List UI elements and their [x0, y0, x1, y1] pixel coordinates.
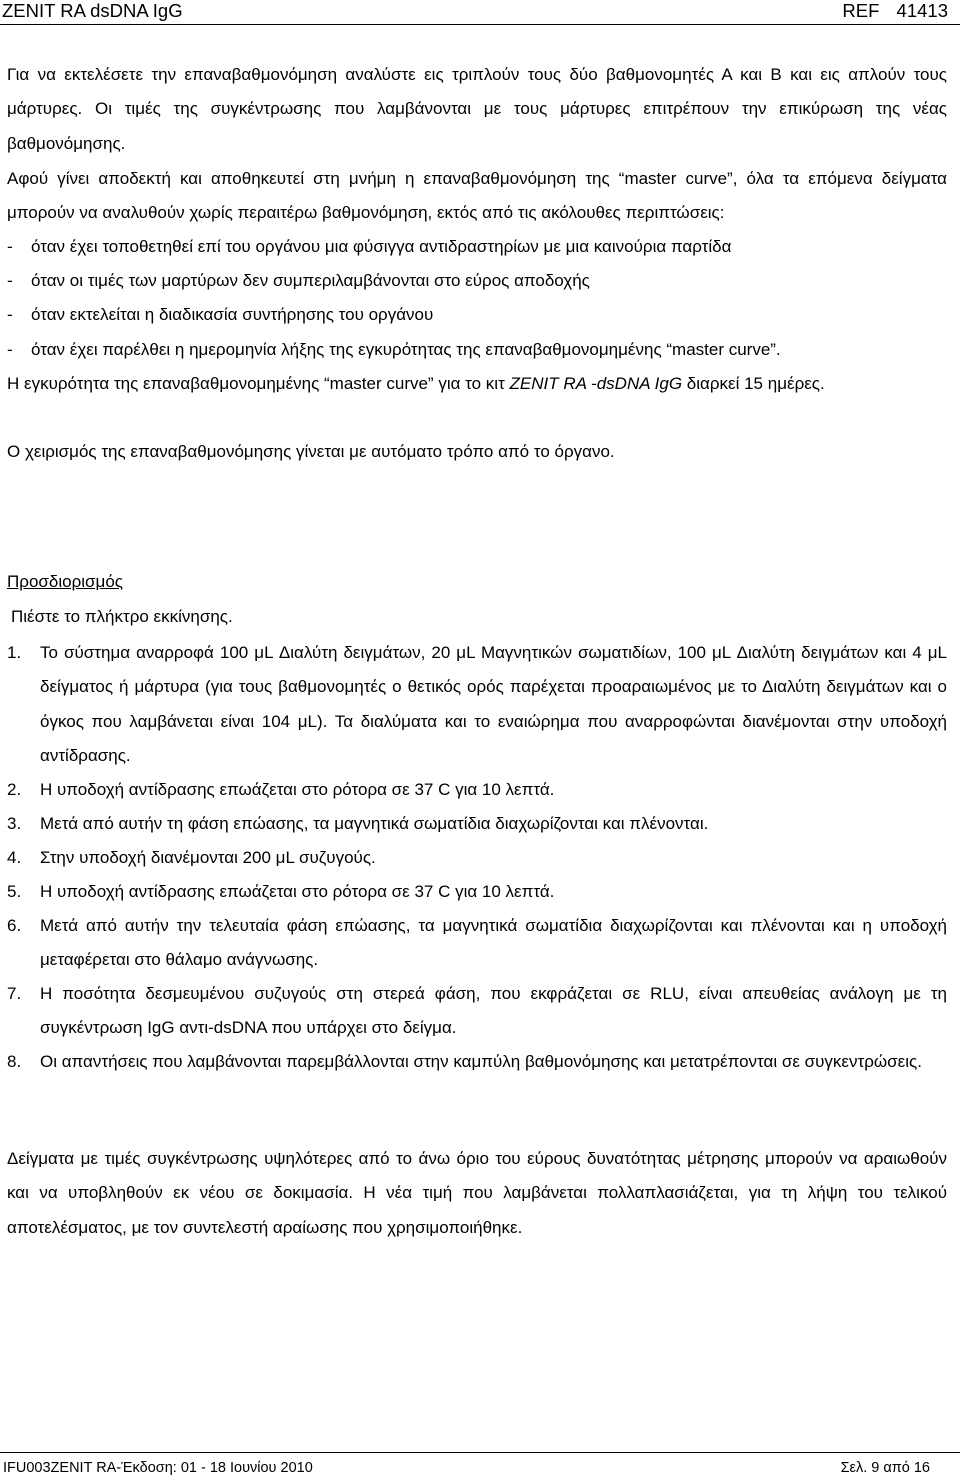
- automation-paragraph: Ο χειρισμός της επαναβαθμονόμησης γίνεται με αυτόματο τρόπο από το όργανο.: [7, 442, 615, 461]
- intro-paragraph-recalibration: Για να εκτελέσετε την επαναβαθμονόμηση αναλύστε εις τριπλούν τους δύο βαθμονομητές Α και Β και εις απλούν τους μάρτυρες. Οι τιμές της συγκέντρωσης που λαμβάνονται με τους μάρτυρες επιτρέπουν την επικύρωση της νέας βαθμονόμησης.: [7, 65, 947, 153]
- list-item: - όταν εκτελείται η διαδικασία συντήρησης του οργάνου: [7, 305, 434, 324]
- page-footer: [0, 1452, 960, 1479]
- procedure-step: [7, 1045, 947, 1079]
- step-number: 2.: [7, 780, 22, 799]
- product-name: ZENIT RA dsDNA IgG: [2, 0, 183, 21]
- procedure-step: [7, 977, 947, 1046]
- dilution-paragraph: Δείγματα με τιμές συγκέντρωσης υψηλότερες από το άνω όριο του εύρους δυνατότητας μέτρησης μπορούν να αραιωθούν και να υποβληθούν εκ νέου σε δοκιμασία. Η νέα τιμή που λαμβάνεται πολλαπλασιάζεται, για τη λήψη του τελικού αποτελέσματος, με τον συντελεστή αραίωσης που χρησιμοποιήθηκε.: [7, 1149, 947, 1237]
- list-item: - όταν οι τιμές των μαρτύρων δεν συμπεριλαμβάνονται στο εύρος αποδοχής: [7, 271, 590, 290]
- step-text: Μετά από αυτήν τη φάση επώασης, τα μαγνητικά σωματίδια διαχωρίζονται και πλένονται.: [40, 814, 709, 833]
- kit-name: ZENIT RA -dsDNA IgG: [509, 374, 683, 393]
- procedure-step: [7, 807, 947, 841]
- step-text: Η ποσότητα δεσμευμένου συζυγούς στη στερεά φάση, που εκφράζεται σε RLU, είναι απευθείας ανάλογη με τη συγκέντρωση IgG αντι-dsDNA που υπάρχει στο δείγμα.: [40, 984, 947, 1038]
- step-text: Μετά από αυτήν την τελευταία φάση επώασης, τα μαγνητικά σωματίδια διαχωρίζονται και πλένονται και η υποδοχή μεταφέρεται στο θάλαμο ανάγνωσης.: [40, 916, 947, 970]
- list-item: - όταν έχει παρέλθει η ημερομηνία λήξης της εγκυρότητας της επαναβαθμονομημένης “master curve”.: [7, 340, 781, 359]
- step-text: Οι απαντήσεις που λαμβάνονται παρεμβάλλονται στην καμπύλη βαθμονόμησης και μετατρέπονται σε συγκεντρώσεις.: [40, 1052, 922, 1071]
- reference-number: REF 41413: [842, 0, 948, 21]
- intro-paragraph-master-curve: Αφού γίνει αποδεκτή και αποθηκευτεί στη μνήμη η επαναβαθμονόμηση της “master curve”, όλα τα επόμενα δείγματα μπορούν να αναλυθούν χωρίς περαιτέρω βαθμονόμηση, εκτός από τις ακόλουθες περιπτώσεις:: [7, 169, 947, 223]
- validity-text: Η εγκυρότητα της επαναβαθμονομημένης “master curve” για το κιτ: [7, 374, 510, 393]
- page-number: Σελ. 9 από 16: [840, 1460, 930, 1476]
- list-item-text: όταν έχει τοποθετηθεί επί του οργάνου μια φύσιγγα αντιδραστηρίων με μια καινούρια παρτίδα: [31, 237, 732, 256]
- page-header: [0, 0, 960, 25]
- step-number: 8.: [7, 1052, 22, 1071]
- validity-paragraph: [7, 367, 947, 401]
- step-number: 1.: [7, 643, 22, 662]
- procedure-step: [7, 909, 947, 978]
- step-text: Η υποδοχή αντίδρασης επωάζεται στο ρότορα σε 37 C για 10 λεπτά.: [40, 882, 555, 901]
- validity-duration: διαρκεί 15 ημέρες.: [682, 374, 825, 393]
- step-number: 7.: [7, 984, 22, 1003]
- list-item-text: όταν έχει παρέλθει η ημερομηνία λήξης της εγκυρότητας της επαναβαθμονομημένης “master curve”.: [31, 340, 781, 359]
- list-item: - όταν έχει τοποθετηθεί επί του οργάνου μια φύσιγγα αντιδραστηρίων με μια καινούρια παρτίδα: [7, 237, 732, 256]
- section-heading: Προσδιορισμός: [7, 572, 123, 591]
- step-number: 4.: [7, 848, 22, 867]
- procedure-step: [7, 636, 947, 773]
- list-item-text: όταν εκτελείται η διαδικασία συντήρησης του οργάνου: [31, 305, 434, 324]
- start-instruction: Πιέστε το πλήκτρο εκκίνησης.: [11, 607, 233, 626]
- step-number: 3.: [7, 814, 22, 833]
- document-version: IFU003ZENIT RA-Έκδοση: 01 - 18 Ιουνίου 2010: [3, 1460, 313, 1476]
- step-text: Στην υποδοχή διανέμονται 200 μL συζυγούς.: [40, 848, 376, 867]
- step-text: Το σύστημα αναρροφά 100 μL Διαλύτη δειγμάτων, 20 μL Μαγνητικών σωματιδίων, 100 μL Διαλύτη δειγμάτων και 4 μL δείγματος ή μάρτυρα (για τους βαθμονομητές ο θετικός ορός παρέχεται προαραιωμένος με το Διαλύτη δειγμάτων και ο όγκος που λαμβάνεται είναι 104 μL). Τα διαλύματα και το εναιώρημα που αναρροφώνται διανέμονται στην υποδοχή αντίδρασης.: [40, 643, 947, 765]
- procedure-step: [7, 875, 947, 909]
- step-number: 6.: [7, 916, 22, 935]
- list-item-text: όταν οι τιμές των μαρτύρων δεν συμπεριλαμβάνονται στο εύρος αποδοχής: [31, 271, 590, 290]
- procedure-step: [7, 773, 947, 807]
- step-number: 5.: [7, 882, 22, 901]
- procedure-step: [7, 841, 947, 875]
- step-text: Η υποδοχή αντίδρασης επωάζεται στο ρότορα σε 37 C για 10 λεπτά.: [40, 780, 555, 799]
